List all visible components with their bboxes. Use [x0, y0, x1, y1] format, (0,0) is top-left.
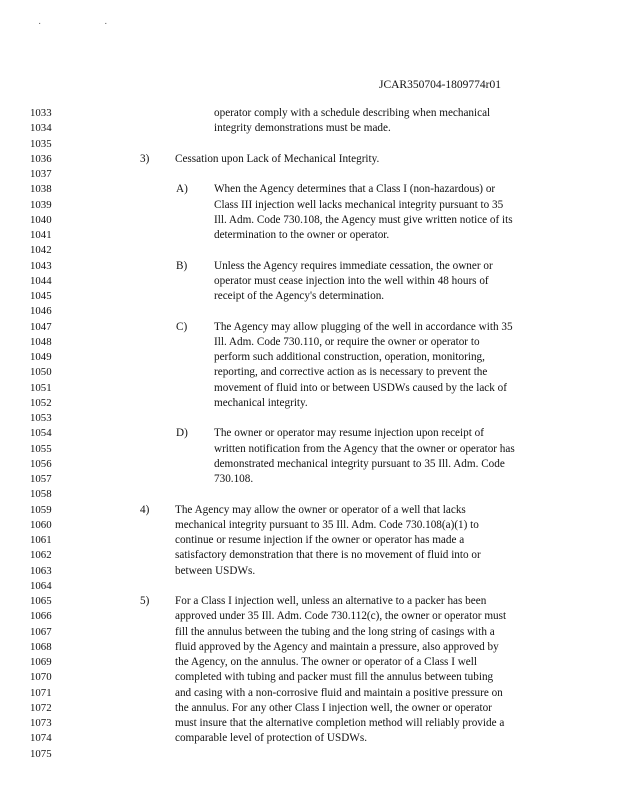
- line-text: fluid approved by the Agency and maintain a pressure, also approved by: [175, 640, 499, 653]
- text-line: [0, 152, 618, 167]
- line-text: mechanical integrity.: [214, 396, 308, 409]
- line-text: written notification from the Agency that the owner or operator has: [214, 442, 515, 455]
- line-text: completed with tubing and packer must fill the annulus between tubing: [175, 671, 494, 684]
- line-text: must insure that the alternative completion method will reliably provide a: [175, 717, 505, 729]
- line-number: 1072: [30, 701, 52, 714]
- line-text: continue or resume injection if the owner or operator has made a: [175, 534, 465, 546]
- line-number: 1038: [30, 183, 52, 196]
- text-line: [0, 747, 618, 762]
- line-text: approved under 35 Ill. Adm. Code 730.112(c), the owner or operator must: [175, 610, 507, 623]
- line-number: 1035: [30, 137, 52, 150]
- line-number: 1041: [30, 229, 52, 241]
- item-label: B): [176, 259, 188, 272]
- line-number: 1067: [30, 625, 52, 638]
- text-line: [0, 289, 618, 304]
- line-text: comparable level of protection of USDWs.: [175, 732, 367, 745]
- line-number: 1034: [30, 122, 52, 135]
- line-number: 1040: [30, 213, 52, 226]
- text-line: [0, 518, 618, 533]
- item-label: C): [176, 320, 188, 333]
- line-text: Unless the Agency requires immediate cessation, the owner or: [214, 259, 493, 272]
- line-text: satisfactory demonstration that there is no movement of fluid into or: [175, 549, 481, 562]
- line-number: 1071: [30, 686, 52, 699]
- line-number: 1073: [30, 717, 52, 729]
- line-text: between USDWs.: [175, 564, 256, 577]
- line-text: The Agency may allow the owner or operator of a well that lacks: [175, 503, 466, 516]
- text-line: [0, 487, 618, 502]
- line-number: 1047: [30, 320, 52, 333]
- line-text: determination to the owner or operator.: [214, 229, 390, 241]
- line-text: movement of fluid into or between USDWs caused by the lack of: [214, 381, 507, 394]
- text-line: [0, 121, 618, 136]
- line-text: The Agency may allow plugging of the well in accordance with 35: [214, 320, 513, 333]
- line-number: 1068: [30, 640, 52, 653]
- text-line: [0, 411, 618, 426]
- text-line: [0, 609, 618, 624]
- text-line: [0, 457, 618, 472]
- line-number: 1061: [30, 534, 52, 546]
- line-number: 1066: [30, 610, 52, 623]
- line-text: 730.108.: [214, 473, 254, 485]
- text-line: [0, 228, 618, 243]
- line-text: Ill. Adm. Code 730.110, or require the owner or operator to: [214, 335, 480, 348]
- text-line: [0, 533, 618, 548]
- line-number: 1048: [30, 335, 52, 348]
- line-text: Ill. Adm. Code 730.108, the Agency must give written notice of its: [214, 213, 513, 226]
- line-number: 1050: [30, 366, 52, 379]
- text-line: [0, 335, 618, 350]
- line-number: 1049: [30, 351, 52, 363]
- text-line: [0, 243, 618, 258]
- item-label: A): [176, 183, 188, 196]
- text-line: [0, 503, 618, 518]
- item-label: 4): [140, 503, 150, 516]
- text-line: [0, 350, 618, 365]
- line-text: receipt of the Agency's determination.: [214, 290, 385, 302]
- text-line: [0, 640, 618, 655]
- line-number: 1043: [30, 259, 52, 272]
- line-number: 1039: [30, 198, 52, 211]
- text-line: [0, 670, 618, 685]
- text-line: [0, 655, 618, 670]
- line-number: 1042: [30, 244, 52, 257]
- line-text: reporting, and corrective action as is necessary to prevent the: [214, 366, 488, 379]
- line-number: 1060: [30, 518, 52, 531]
- text-line: [0, 167, 618, 182]
- line-text: operator must cease injection into the well within 48 hours of: [214, 274, 489, 287]
- numbered-text-body: [0, 106, 618, 762]
- line-text: perform such additional construction, operation, monitoring,: [214, 351, 485, 363]
- line-text: When the Agency determines that a Class I (non-hazardous) or: [214, 183, 496, 196]
- line-number: 1033: [30, 107, 52, 119]
- text-line: [0, 106, 618, 121]
- line-number: 1046: [30, 305, 52, 318]
- text-line: [0, 548, 618, 563]
- line-number: 1058: [30, 488, 52, 501]
- line-number: 1036: [30, 152, 52, 165]
- line-number: 1045: [30, 290, 52, 302]
- text-line: [0, 594, 618, 609]
- item-label: D): [176, 427, 188, 440]
- text-line: [0, 579, 618, 594]
- line-text: The owner or operator may resume injection upon receipt of: [214, 427, 484, 440]
- line-text: For a Class I injection well, unless an alternative to a packer has been: [175, 595, 487, 607]
- line-text: the Agency, on the annulus. The owner or operator of a Class I well: [175, 656, 477, 668]
- text-line: [0, 731, 618, 746]
- line-number: 1059: [30, 503, 52, 516]
- line-number: 1065: [30, 595, 52, 607]
- line-number: 1062: [30, 549, 52, 562]
- line-number: 1070: [30, 671, 52, 684]
- text-line: [0, 701, 618, 716]
- line-text: Cessation upon Lack of Mechanical Integrity.: [175, 152, 380, 165]
- text-line: [0, 426, 618, 441]
- line-number: 1053: [30, 412, 52, 424]
- text-line: [0, 365, 618, 380]
- text-line: [0, 259, 618, 274]
- line-text: and casing with a non-corrosive fluid and maintain a positive pressure on: [175, 686, 503, 699]
- text-line: [0, 182, 618, 197]
- line-text: demonstrated mechanical integrity pursuant to 35 Ill. Adm. Code: [214, 457, 505, 470]
- line-number: 1063: [30, 564, 52, 577]
- line-number: 1069: [30, 656, 52, 668]
- line-number: 1055: [30, 442, 52, 455]
- line-number: 1054: [30, 427, 52, 440]
- text-line: [0, 396, 618, 411]
- line-number: 1052: [30, 396, 52, 409]
- line-text: operator comply with a schedule describing when mechanical: [214, 107, 491, 119]
- line-number: 1064: [30, 579, 52, 592]
- line-text: Class III injection well lacks mechanical integrity pursuant to 35: [214, 198, 504, 211]
- text-line: [0, 304, 618, 319]
- line-number: 1074: [30, 732, 52, 745]
- scan-marks: · ·: [38, 18, 138, 29]
- line-number: 1057: [30, 473, 52, 485]
- text-line: [0, 625, 618, 640]
- line-text: mechanical integrity pursuant to 35 Ill. Adm. Code 730.108(a)(1) to: [175, 518, 479, 531]
- text-line: [0, 716, 618, 731]
- line-number: 1051: [30, 381, 52, 394]
- text-line: [0, 213, 618, 228]
- text-line: [0, 320, 618, 335]
- line-number: 1075: [30, 747, 52, 760]
- text-line: [0, 686, 618, 701]
- line-text: the annulus. For any other Class I injection well, the owner or operator: [175, 701, 492, 714]
- text-line: [0, 137, 618, 152]
- line-text: integrity demonstrations must be made.: [214, 122, 391, 135]
- item-label: 3): [140, 152, 150, 165]
- line-number: 1037: [30, 168, 52, 180]
- text-line: [0, 442, 618, 457]
- document-id: JCAR350704-1809774r01: [378, 79, 501, 91]
- text-line: [0, 274, 618, 289]
- line-number: 1044: [30, 274, 52, 287]
- text-line: [0, 564, 618, 579]
- line-text: fill the annulus between the tubing and the long string of casings with a: [175, 625, 495, 638]
- line-number: 1056: [30, 457, 52, 470]
- text-line: [0, 381, 618, 396]
- item-label: 5): [140, 595, 150, 607]
- text-line: [0, 472, 618, 487]
- text-line: [0, 198, 618, 213]
